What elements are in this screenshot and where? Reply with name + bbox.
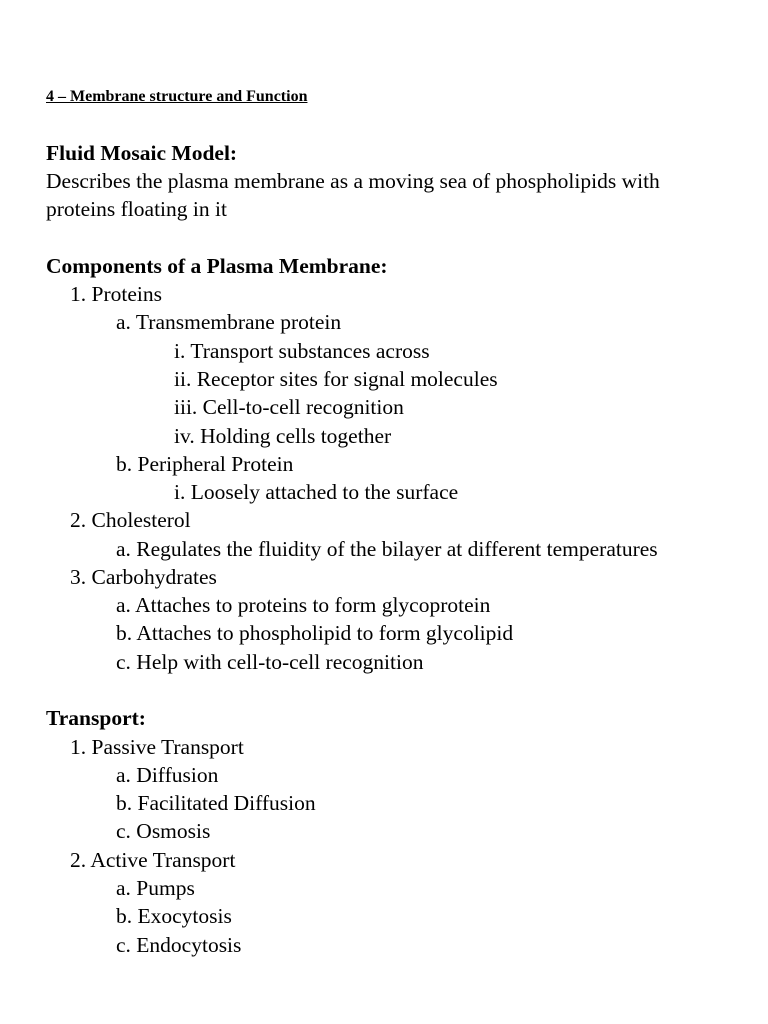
list-item-diffusion: a. Diffusion: [116, 763, 219, 787]
list-item-loosely-attached: i. Loosely attached to the surface: [174, 480, 459, 504]
list-item-holding-cells: iv. Holding cells together: [174, 424, 392, 448]
list-item-help-recognition: c. Help with cell-to-cell recognition: [116, 650, 424, 674]
list-item-transmembrane-protein: a. Transmembrane protein: [116, 310, 342, 334]
list-item-endocytosis: c. Endocytosis: [116, 933, 242, 957]
list-item-active-transport: 2. Active Transport: [70, 848, 236, 872]
list-item-carbohydrates: 3. Carbohydrates: [70, 565, 217, 589]
list-item-pumps: a. Pumps: [116, 876, 195, 900]
list-item-transport-substances: i. Transport substances across: [174, 339, 430, 363]
list-item-peripheral-protein: b. Peripheral Protein: [116, 452, 294, 476]
document-title: 4 – Membrane structure and Function: [46, 88, 308, 105]
list-item-glycolipid: b. Attaches to phospholipid to form glycolipid: [116, 621, 514, 645]
fluid-mosaic-description-line-1: Describes the plasma membrane as a moving sea of phospholipids with: [46, 169, 660, 193]
list-item-cholesterol: 2. Cholesterol: [70, 508, 191, 532]
list-item-passive-transport: 1. Passive Transport: [70, 735, 244, 759]
fluid-mosaic-heading: Fluid Mosaic Model:: [46, 141, 238, 165]
list-item-proteins: 1. Proteins: [70, 282, 162, 306]
list-item-cell-recognition: iii. Cell-to-cell recognition: [174, 395, 404, 419]
list-item-regulates-fluidity: a. Regulates the fluidity of the bilayer at different temperatures: [116, 537, 658, 561]
list-item-exocytosis: b. Exocytosis: [116, 904, 232, 928]
components-heading: Components of a Plasma Membrane:: [46, 254, 388, 278]
list-item-receptor-sites: ii. Receptor sites for signal molecules: [174, 367, 498, 391]
list-item-facilitated-diffusion: b. Facilitated Diffusion: [116, 791, 316, 815]
list-item-osmosis: c. Osmosis: [116, 819, 211, 843]
list-item-glycoprotein: a. Attaches to proteins to form glycoprotein: [116, 593, 491, 617]
fluid-mosaic-description-line-2: proteins floating in it: [46, 197, 227, 221]
transport-heading: Transport:: [46, 706, 146, 730]
